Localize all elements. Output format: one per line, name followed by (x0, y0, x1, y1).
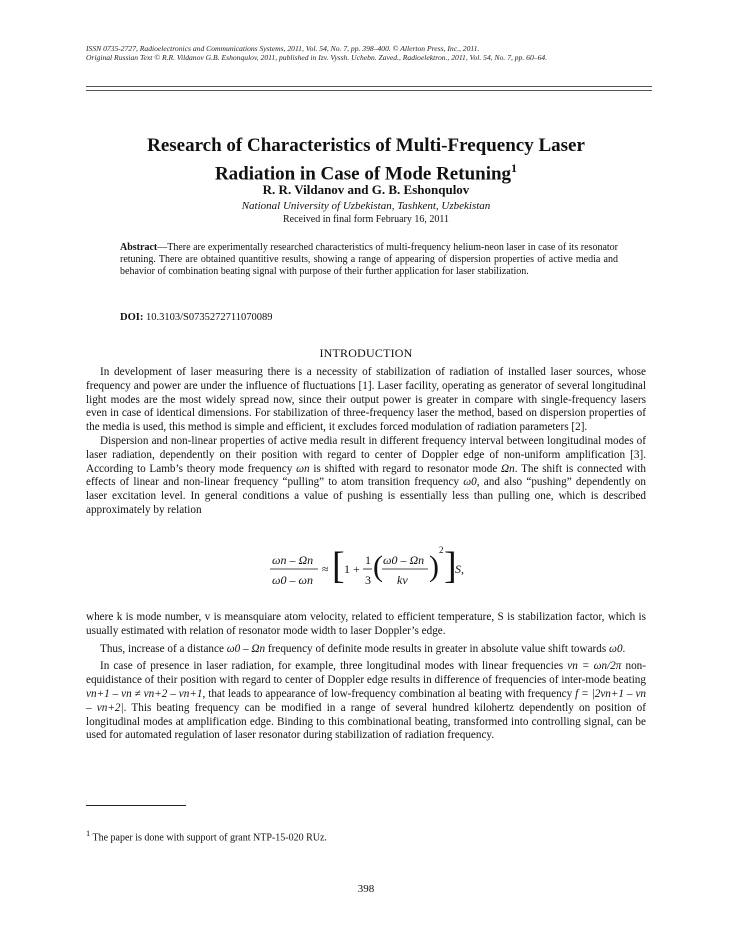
eq-lhs-numerator: ωn – Ωn (272, 553, 314, 567)
footnote-mark: 1 (86, 829, 91, 838)
eq-third-den: 3 (365, 573, 371, 587)
eq-factor: S, (455, 562, 464, 576)
journal-header (86, 44, 656, 62)
body-text-bottom (86, 611, 646, 743)
received-date: Received in final form February 16, 2011 (283, 214, 449, 225)
p4-part-c: . (622, 642, 626, 655)
title-line-2-text: Radiation in Case of Mode Retuning (214, 163, 512, 185)
eq-third-num: 1 (365, 553, 371, 567)
p5-part-b: non-equidistance of their position with regard to center of Doppler edge results in difference of frequencies of inter-mode beating (86, 660, 646, 687)
affiliation: National University of Uzbekistan, Tashkent, Uzbekistan (241, 200, 491, 212)
eq-power: 2 (439, 545, 444, 555)
authors: R. R. Vildanov and G. B. Eshonqulov (262, 182, 470, 197)
doi-value: 10.3103/S0735272711070089 (145, 312, 273, 323)
p2-part-d: , and also “pushing” dependently on laser excitation level. In general conditions a value of pushing is essentially less than pulling one, which is described approximately by relation (86, 476, 646, 516)
header-line-1: ISSN 0735-2727, Radioelectronics and Communications Systems, 2011, Vol. 54, No. 7, pp. 398–400. © Allerton Press, Inc., 2011. (86, 44, 480, 53)
header-rule-bottom (86, 90, 652, 91)
math-Omega-n: Ωn (501, 462, 515, 475)
eq-one-plus: 1 + (344, 562, 360, 576)
doi (120, 312, 618, 323)
footnote-rule (86, 805, 186, 806)
p5-part-a: In case of presence in laser radiation, for example, three longitudinal modes with linear frequencies (100, 660, 568, 673)
eq-inner-numerator: ω0 – Ωn (383, 553, 425, 567)
eq-approx: ≈ (322, 562, 329, 576)
eq-bracket-left: [ (332, 545, 345, 587)
abstract-text: —There are experimentally researched characteristics of multi-frequency helium-neon laser in case of its resonator retuning. There are obtained quantitive results, showing a range of appearing of dispersion properties of active media and behavior of combination beating signal with purpose of their further application for laser stabilization. (120, 242, 618, 277)
eq-paren-right: ) (429, 550, 439, 583)
header-line-2: Original Russian Text © R.R. Vildanov G.B. Eshonqulov, 2011, published in Izv. Vyssh. Uchebn. Zaved., Radioelektron., 2011, Vol. 54, No. 7, pp. 60–64. (86, 53, 548, 62)
math-nu-definition: νn = ωn/2π (567, 660, 622, 673)
math-f-definition: f = |2νn+1 – νn – νn+2| (86, 687, 647, 714)
footnote-text: The paper is done with support of grant NTP-15-020 RUz. (92, 832, 327, 844)
abstract (120, 242, 618, 278)
abstract-label: Abstract (120, 242, 158, 253)
body-text-top (86, 366, 646, 518)
p4-part-b: frequency of definite mode results in greater in absolute value shift towards (265, 642, 610, 655)
p2-part-c: . The shift is connected with effects of linear and non-linear frequency “pulling” to atom transition frequency (86, 462, 647, 489)
eq-inner-denominator: kv (397, 573, 408, 587)
paragraph-1: In development of laser measuring there is a necessity of stabilization of radiation of installed laser sources, whose frequency and power are under the influence of fluctuations [1]. Laser facility, operating as generator of several longitudinal light modes are the most widely spread now, since their output power is greater in compare with single-frequency lasers even in case of identical dimensions. For stabilization of three-frequency laser the method, based on dispersion properties of the media is used, this method is simple and efficient, it excludes forced modulation of radiation parameters [2]. (86, 366, 646, 434)
doi-label: DOI: (120, 312, 144, 323)
math-omega-0: ω0 (463, 476, 477, 489)
paper-title (86, 134, 646, 185)
p2-part-b: is shifted with regard to resonator mode (309, 462, 502, 475)
paragraph-4 (86, 643, 646, 657)
paragraph-2 (86, 435, 646, 518)
paragraph-3: where k is mode number, v is meansquiare atom velocity, related to efficient temperature, S is stabilization factor, which is usually estimated with relation of resonator mode width to laser Doppler’s edge. (86, 611, 646, 637)
paragraph-5 (86, 660, 646, 743)
math-distance: ω0 – Ωn (226, 642, 266, 655)
title-line-1: Research of Characteristics of Multi-Frequency Laser (147, 135, 585, 156)
equation (270, 540, 470, 596)
math-omega-0-b: ω0 (609, 642, 623, 655)
p2-part-a: Dispersion and non-linear properties of active media result in different frequency interval between longitudinal modes of laser radiation, dependently on their position with regard to center of Doppler edge of non-uniform amplification [3]. According to Lamb’s theory mode frequency (86, 434, 646, 475)
p4-part-a: Thus, increase of a distance (100, 642, 227, 655)
math-beating: νn+1 – νn ≠ νn+2 – νn+1 (86, 687, 203, 700)
eq-paren-left: ( (373, 550, 383, 583)
eq-lhs-denominator: ω0 – ωn (272, 573, 313, 587)
page-number: 398 (357, 883, 375, 895)
section-title: INTRODUCTION (319, 346, 413, 360)
eq-bracket-right: ] (444, 545, 457, 587)
p5-part-c: , that leads to appearance of low-frequency combination al beating with frequency (202, 687, 576, 700)
header-rule-top (86, 86, 652, 87)
p5-part-d: . This beating frequency can be modified in a range of several hundred kilohertz dependently on position of longitudinal modes at amplification edge. Binding to this combinational beating, transformed into controlling signal, can be used for automated regulation of laser resonator during stabilization of radiation frequency. (86, 701, 647, 742)
title-footnote-mark: 1 (511, 161, 518, 175)
math-omega-n: ωn (296, 462, 310, 475)
footnote (86, 829, 646, 843)
